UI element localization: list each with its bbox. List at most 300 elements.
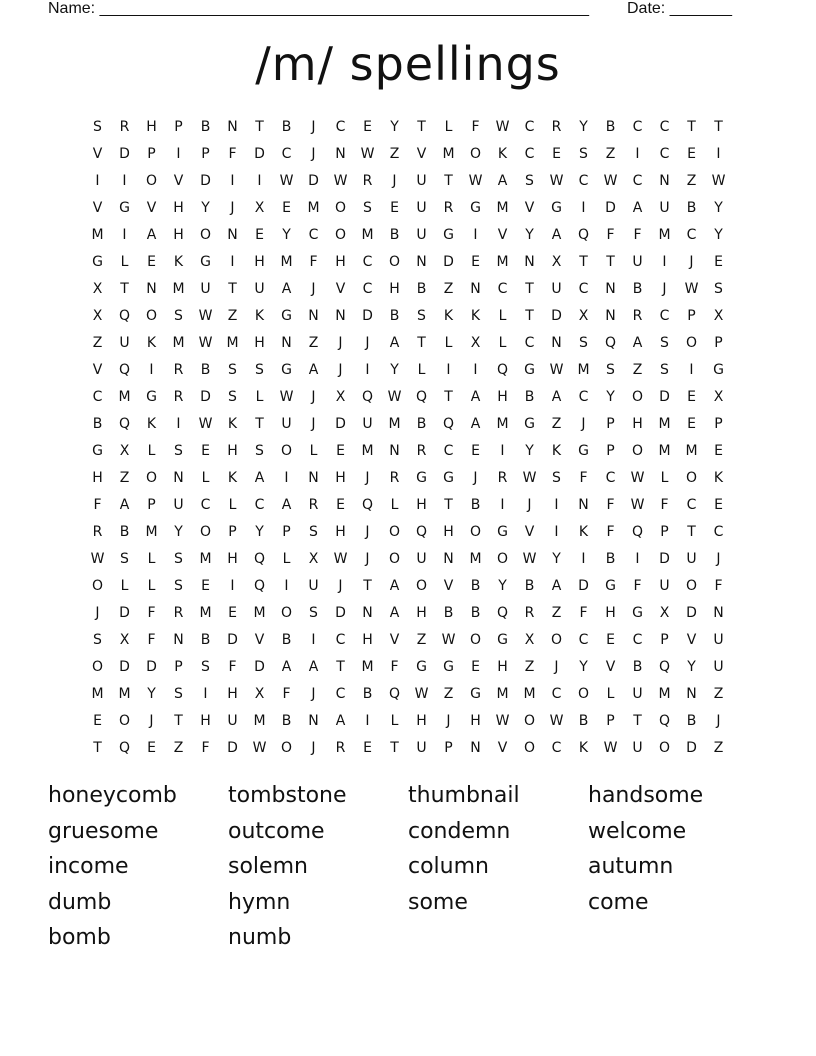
grid-letter: D — [254, 658, 265, 675]
grid-letter: P — [660, 523, 669, 540]
grid-letter: Z — [308, 334, 319, 351]
grid-letter: N — [227, 226, 238, 243]
grid-letter: Z — [443, 685, 454, 702]
grid-letter: B — [92, 415, 103, 432]
grid-letter: A — [389, 334, 400, 351]
grid-letter: D — [200, 172, 211, 189]
grid-letter: N — [335, 307, 346, 324]
grid-letter: M — [91, 685, 104, 702]
grid-letter: X — [92, 280, 103, 297]
grid-letter: P — [147, 145, 156, 162]
grid-letter: M — [685, 442, 698, 459]
grid-letter: L — [444, 118, 453, 135]
grid-letter: A — [281, 280, 292, 297]
grid-letter: M — [253, 604, 266, 621]
grid-letter: Y — [552, 550, 561, 567]
grid-letter: O — [334, 199, 347, 216]
grid-letter: F — [633, 577, 642, 594]
grid-letter: Q — [415, 388, 428, 405]
grid-letter: W — [603, 739, 618, 756]
grid-letter: A — [470, 415, 481, 432]
grid-letter: Y — [255, 523, 264, 540]
grid-letter: R — [173, 361, 184, 378]
grid-letter: M — [658, 226, 671, 243]
grid-letter: B — [443, 604, 454, 621]
grid-letter: D — [254, 145, 265, 162]
grid-letter: M — [496, 253, 509, 270]
grid-letter: M — [496, 415, 509, 432]
word-bank-item: dumb — [48, 889, 112, 915]
grid-letter: Q — [361, 496, 374, 513]
grid-letter: W — [252, 739, 267, 756]
grid-letter: M — [361, 658, 374, 675]
grid-letter: Y — [714, 199, 723, 216]
grid-letter: X — [551, 253, 562, 270]
grid-letter: A — [632, 199, 643, 216]
grid-letter: D — [659, 388, 670, 405]
grid-letter: Q — [415, 523, 428, 540]
grid-letter: E — [336, 442, 345, 459]
grid-letter: X — [713, 307, 724, 324]
grid-letter: O — [415, 577, 428, 594]
grid-letter: J — [311, 118, 316, 135]
word-bank-item: honeycomb — [48, 783, 177, 808]
grid-letter: B — [632, 658, 643, 675]
grid-letter: C — [713, 523, 724, 540]
grid-letter: F — [633, 226, 642, 243]
grid-letter: F — [714, 577, 723, 594]
grid-letter: I — [284, 469, 289, 486]
grid-letter: T — [444, 172, 453, 189]
grid-letter: B — [389, 307, 400, 324]
grid-letter: O — [388, 550, 401, 567]
grid-letter: K — [443, 307, 454, 324]
grid-letter: O — [685, 469, 698, 486]
grid-letter: Q — [118, 307, 131, 324]
grid-letter: U — [416, 550, 427, 567]
grid-letter: S — [579, 334, 588, 351]
grid-row — [84, 383, 732, 410]
grid-letter: N — [308, 469, 319, 486]
grid-letter: C — [335, 118, 346, 135]
grid-letter: H — [254, 253, 265, 270]
grid-letter: Y — [282, 226, 291, 243]
grid-letter: W — [198, 415, 213, 432]
grid-letter: C — [362, 253, 373, 270]
grid-letter: Z — [686, 172, 697, 189]
grid-letter: Z — [605, 145, 616, 162]
grid-letter: D — [119, 604, 130, 621]
grid-letter: J — [311, 388, 316, 405]
grid-letter: R — [173, 604, 184, 621]
grid-letter: B — [362, 685, 373, 702]
grid-letter: T — [444, 496, 453, 513]
grid-letter: U — [686, 550, 697, 567]
grid-letter: U — [173, 496, 184, 513]
grid-letter: M — [199, 550, 212, 567]
grid-letter: R — [173, 388, 184, 405]
grid-letter: C — [335, 631, 346, 648]
grid-letter: U — [551, 280, 562, 297]
grid-letter: W — [603, 172, 618, 189]
grid-letter: N — [524, 253, 535, 270]
grid-letter: B — [470, 496, 481, 513]
grid-letter: R — [389, 469, 400, 486]
grid-letter: G — [713, 361, 724, 378]
grid-letter: S — [174, 550, 183, 567]
grid-letter: Q — [577, 226, 590, 243]
grid-letter: V — [443, 577, 454, 594]
grid-letter: P — [201, 145, 210, 162]
grid-letter: K — [254, 307, 265, 324]
grid-letter: B — [605, 118, 616, 135]
grid-letter: O — [469, 145, 482, 162]
grid-row — [84, 140, 732, 167]
grid-letter: B — [470, 604, 481, 621]
grid-letter: C — [578, 280, 589, 297]
grid-letter: T — [255, 118, 264, 135]
grid-letter: K — [146, 334, 157, 351]
grid-letter: T — [120, 280, 129, 297]
grid-row — [84, 734, 732, 761]
grid-letter: H — [470, 712, 481, 729]
grid-letter: Q — [631, 523, 644, 540]
grid-letter: I — [365, 712, 370, 729]
grid-letter: A — [497, 172, 508, 189]
grid-letter: M — [577, 361, 590, 378]
grid-letter: M — [226, 334, 239, 351]
grid-letter: U — [632, 253, 643, 270]
grid-letter: I — [635, 550, 640, 567]
grid-letter: E — [336, 496, 345, 513]
grid-letter: J — [365, 469, 370, 486]
grid-letter: Z — [443, 280, 454, 297]
grid-letter: W — [522, 550, 537, 567]
grid-letter: O — [334, 226, 347, 243]
grid-letter: D — [227, 631, 238, 648]
grid-letter: C — [632, 631, 643, 648]
grid-letter: L — [606, 685, 615, 702]
grid-letter: V — [146, 199, 157, 216]
grid-letter: Q — [442, 415, 455, 432]
grid-letter: O — [145, 172, 158, 189]
grid-letter: R — [497, 469, 508, 486]
grid-letter: C — [254, 496, 265, 513]
grid-letter: G — [551, 199, 562, 216]
grid-letter: X — [254, 199, 265, 216]
grid-letter: M — [307, 199, 320, 216]
grid-letter: Q — [118, 415, 131, 432]
grid-letter: H — [227, 442, 238, 459]
grid-letter: S — [525, 172, 534, 189]
grid-letter: Q — [118, 739, 131, 756]
grid-letter: R — [92, 523, 103, 540]
grid-letter: V — [497, 739, 508, 756]
grid-letter: N — [416, 253, 427, 270]
grid-letter: B — [470, 577, 481, 594]
grid-letter: H — [389, 280, 400, 297]
grid-letter: Y — [390, 118, 399, 135]
grid-letter: I — [176, 415, 181, 432]
grid-row — [84, 113, 732, 140]
grid-letter: O — [199, 523, 212, 540]
grid-row — [84, 221, 732, 248]
grid-letter: C — [659, 145, 670, 162]
grid-letter: B — [416, 415, 427, 432]
grid-letter: F — [93, 496, 102, 513]
word-bank — [48, 780, 768, 958]
grid-letter: F — [660, 496, 669, 513]
grid-letter: O — [388, 253, 401, 270]
grid-letter: B — [281, 712, 292, 729]
grid-letter: J — [716, 712, 721, 729]
grid-letter: P — [714, 334, 723, 351]
grid-letter: T — [255, 415, 264, 432]
grid-letter: H — [335, 253, 346, 270]
grid-letter: T — [633, 712, 642, 729]
grid-letter: N — [308, 307, 319, 324]
grid-letter: W — [90, 550, 105, 567]
grid-letter: P — [606, 712, 615, 729]
grid-letter: L — [660, 469, 669, 486]
grid-letter: U — [362, 415, 373, 432]
grid-letter: D — [686, 739, 697, 756]
grid-letter: N — [551, 334, 562, 351]
grid-letter: L — [147, 577, 156, 594]
grid-letter: B — [686, 712, 697, 729]
grid-letter: S — [255, 442, 264, 459]
grid-letter: O — [658, 739, 671, 756]
grid-letter: N — [173, 631, 184, 648]
grid-letter: Q — [658, 658, 671, 675]
grid-row — [84, 410, 732, 437]
grid-letter: E — [714, 442, 723, 459]
grid-letter: O — [199, 226, 212, 243]
grid-letter: U — [308, 577, 319, 594]
grid-letter: G — [119, 199, 130, 216]
grid-letter: K — [578, 739, 589, 756]
grid-letter: K — [146, 415, 157, 432]
grid-letter: A — [281, 658, 292, 675]
grid-letter: W — [441, 631, 456, 648]
grid-letter: K — [173, 253, 184, 270]
grid-letter: H — [173, 199, 184, 216]
grid-letter: Z — [713, 739, 724, 756]
grid-letter: J — [95, 604, 100, 621]
grid-letter: W — [522, 469, 537, 486]
grid-letter: T — [525, 307, 534, 324]
grid-letter: U — [416, 739, 427, 756]
grid-row — [84, 248, 732, 275]
grid-letter: J — [716, 550, 721, 567]
grid-letter: L — [147, 442, 156, 459]
grid-letter: G — [281, 361, 292, 378]
grid-letter: M — [658, 685, 671, 702]
grid-letter: C — [605, 469, 616, 486]
grid-letter: R — [362, 172, 373, 189]
grid-letter: M — [658, 415, 671, 432]
grid-letter: A — [308, 361, 319, 378]
grid-letter: F — [147, 631, 156, 648]
grid-letter: M — [280, 253, 293, 270]
grid-letter: K — [578, 523, 589, 540]
grid-letter: O — [685, 334, 698, 351]
grid-letter: I — [257, 172, 262, 189]
grid-letter: W — [495, 118, 510, 135]
grid-row — [84, 599, 732, 626]
grid-letter: B — [389, 226, 400, 243]
grid-letter: H — [416, 496, 427, 513]
word-bank-item: condemn — [408, 818, 511, 844]
grid-letter: D — [335, 604, 346, 621]
grid-letter: C — [551, 739, 562, 756]
grid-letter: N — [281, 334, 292, 351]
grid-letter: G — [578, 442, 589, 459]
grid-letter: U — [227, 712, 238, 729]
grid-letter: I — [230, 577, 235, 594]
grid-letter: Q — [496, 361, 509, 378]
grid-letter: S — [228, 388, 237, 405]
grid-letter: G — [200, 253, 211, 270]
grid-letter: B — [632, 280, 643, 297]
grid-letter: K — [551, 442, 562, 459]
grid-letter: V — [389, 631, 400, 648]
grid-letter: I — [365, 361, 370, 378]
grid-letter: J — [365, 523, 370, 540]
grid-letter: V — [92, 361, 103, 378]
grid-letter: S — [174, 577, 183, 594]
grid-letter: O — [280, 739, 293, 756]
grid-letter: M — [469, 550, 482, 567]
grid-letter: T — [579, 253, 588, 270]
grid-letter: E — [93, 712, 102, 729]
grid-letter: E — [471, 658, 480, 675]
grid-letter: W — [711, 172, 726, 189]
grid-letter: W — [684, 280, 699, 297]
grid-letter: Y — [390, 361, 399, 378]
grid-letter: W — [198, 334, 213, 351]
grid-letter: K — [497, 145, 508, 162]
grid-letter: V — [335, 280, 346, 297]
word-bank-item: bomb — [48, 925, 111, 950]
grid-letter: W — [630, 496, 645, 513]
grid-letter: T — [417, 118, 426, 135]
grid-letter: O — [145, 307, 158, 324]
grid-letter: Q — [604, 334, 617, 351]
grid-letter: D — [686, 604, 697, 621]
grid-letter: I — [122, 172, 127, 189]
grid-letter: O — [145, 469, 158, 486]
grid-letter: G — [497, 631, 508, 648]
grid-letter: T — [336, 658, 345, 675]
grid-letter: C — [92, 388, 103, 405]
grid-letter: D — [200, 388, 211, 405]
grid-letter: S — [255, 361, 264, 378]
grid-letter: J — [230, 199, 235, 216]
grid-letter: V — [524, 199, 535, 216]
grid-letter: E — [228, 604, 237, 621]
grid-letter: Y — [174, 523, 183, 540]
grid-row — [84, 680, 732, 707]
grid-letter: J — [338, 334, 343, 351]
grid-letter: N — [362, 604, 373, 621]
grid-letter: B — [200, 631, 211, 648]
grid-letter: G — [524, 415, 535, 432]
grid-letter: C — [632, 118, 643, 135]
grid-letter: P — [606, 415, 615, 432]
grid-letter: C — [578, 388, 589, 405]
grid-row — [84, 626, 732, 653]
grid-letter: D — [308, 172, 319, 189]
grid-letter: L — [498, 334, 507, 351]
grid-row — [84, 545, 732, 572]
grid-letter: N — [713, 604, 724, 621]
grid-letter: R — [335, 739, 346, 756]
word-bank-item: hymn — [228, 889, 291, 915]
grid-letter: A — [146, 226, 157, 243]
grid-row — [84, 707, 732, 734]
grid-letter: J — [473, 469, 478, 486]
grid-letter: J — [311, 280, 316, 297]
grid-letter: Q — [361, 388, 374, 405]
name-date-header — [48, 0, 748, 20]
grid-letter: Y — [687, 658, 696, 675]
grid-letter: B — [200, 361, 211, 378]
grid-letter: T — [606, 253, 615, 270]
grid-letter: R — [551, 118, 562, 135]
grid-letter: P — [660, 631, 669, 648]
grid-letter: E — [390, 199, 399, 216]
grid-letter: U — [632, 739, 643, 756]
grid-letter: U — [659, 199, 670, 216]
grid-letter: H — [227, 550, 238, 567]
grid-letter: A — [389, 604, 400, 621]
grid-letter: Q — [388, 685, 401, 702]
grid-letter: H — [416, 712, 427, 729]
grid-letter: N — [389, 442, 400, 459]
grid-letter: E — [201, 442, 210, 459]
grid-letter: O — [118, 712, 131, 729]
grid-letter: L — [390, 712, 399, 729]
grid-letter: H — [146, 118, 157, 135]
grid-letter: W — [360, 145, 375, 162]
grid-letter: C — [632, 172, 643, 189]
word-bank-item: column — [408, 854, 489, 879]
grid-letter: N — [443, 550, 454, 567]
grid-letter: I — [122, 226, 127, 243]
word-bank-item: gruesome — [48, 818, 159, 844]
grid-letter: P — [444, 739, 453, 756]
grid-row — [84, 437, 732, 464]
grid-letter: S — [417, 307, 426, 324]
grid-letter: L — [282, 550, 291, 567]
grid-row — [84, 275, 732, 302]
grid-letter: S — [201, 658, 210, 675]
grid-letter: Z — [551, 415, 562, 432]
grid-letter: C — [335, 685, 346, 702]
grid-letter: X — [335, 388, 346, 405]
grid-letter: V — [524, 523, 535, 540]
grid-letter: T — [525, 280, 534, 297]
grid-letter: G — [443, 658, 454, 675]
grid-letter: L — [255, 388, 264, 405]
word-bank-item: handsome — [588, 783, 704, 808]
grid-letter: S — [174, 685, 183, 702]
grid-letter: C — [659, 118, 670, 135]
grid-letter: A — [632, 334, 643, 351]
grid-letter: U — [119, 334, 130, 351]
grid-letter: S — [93, 118, 102, 135]
